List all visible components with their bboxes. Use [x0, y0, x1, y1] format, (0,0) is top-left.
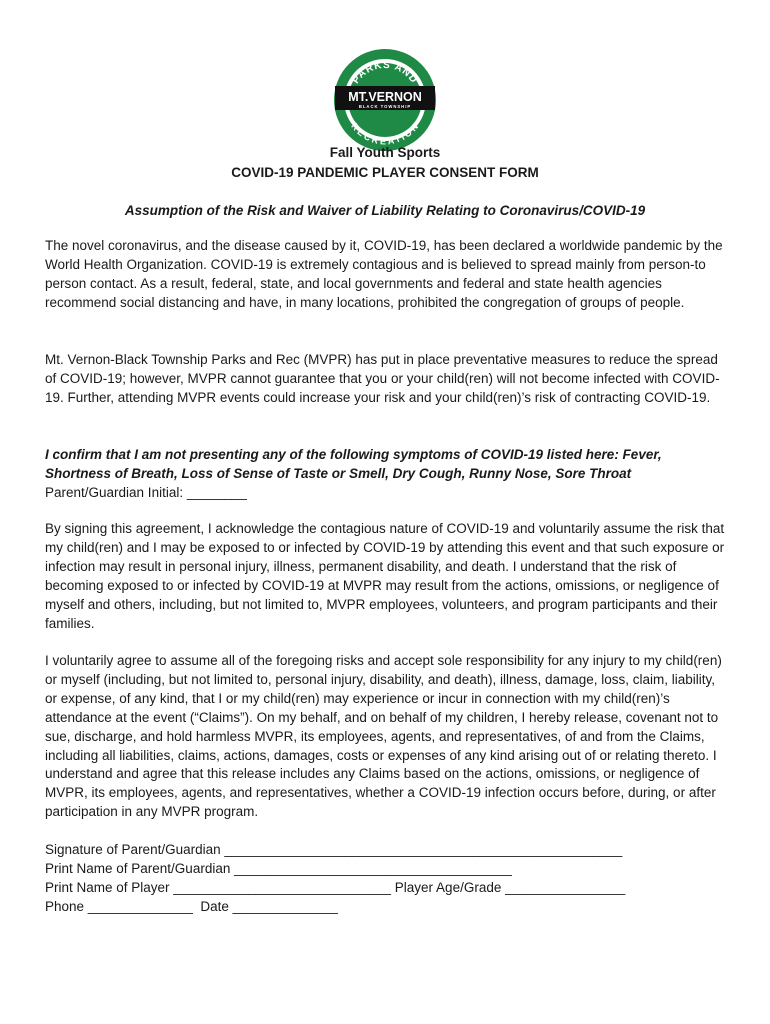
player-name-age-field[interactable]: Print Name of Player _____________________________ Player Age/Grade ________________ [45, 879, 626, 895]
form-name: COVID-19 PANDEMIC PLAYER CONSENT FORM [231, 165, 539, 180]
form-title: Fall Youth Sports [329, 145, 441, 160]
form-subtitle: Assumption of the Risk and Waiver of Liability Relating to Coronavirus/COVID-19 [124, 203, 646, 218]
paragraph-mvpr-measures: Mt. Vernon-Black Township Parks and Rec (MVPR) has put in place preventative measures to reduce the spread of COVID-19; however, MVPR cannot guarantee that you or your child(ren) will not become infected with COVID-19. Further, attending MVPR events could increase your risk and your child(ren)’s risk of contracting COVID-19. [45, 352, 720, 405]
parent-signature-field[interactable]: Signature of Parent/Guardian _____________________________________________________ [45, 842, 623, 857]
parks-and-recreation-logo [333, 48, 437, 152]
paragraph-acknowledgement: By signing this agreement, I acknowledge the contagious nature of COVID-19 and voluntarily assume the risk that my child(ren) and I may be exposed to or infected by COVID-19 by attending this event and that such exposure or infection may result in personal injury, illness, permanent disability, and death. I understand that the risk of becoming exposed to or infected by COVID-19 at MVPR may result from the actions, omissions, or negligence of myself and others, including, but not limited to, MVPR employees, volunteers, and program participants and their families. [45, 521, 725, 631]
paragraph-covid-intro: The novel coronavirus, and the disease caused by it, COVID-19, has been declared a worldwide pandemic by the World Health Organization. COVID-19 is extremely contagious and is believed to spread mainly from person-to person contact. As a result, federal, state, and local governments and federal and state health agencies recommend social distancing and have, in many locations, prohibited the congregation of groups of people. [45, 238, 723, 310]
paragraph-release: I voluntarily agree to assume all of the foregoing risks and accept sole responsibility for any injury to my child(ren) or myself (including, but not limited to, personal injury, disability, and death), illness, damage, loss, claim, liability, or expense, of any kind, that I or my child(ren) may experience or incur in connection with my child(ren)’s attendance at the event (“Claims”). On my behalf, and on behalf of my children, I hereby release, covenant not to sue, discharge, and hold harmless MVPR, its employees, agents, and representatives, of and from the Claims, including all liabilities, claims, actions, damages, costs or expenses of any kind arising out of or relating thereto. I understand and agree that this release includes any Claims based on the actions, omissions, or negligence of MVPR, its employees, agents, and representatives, whether a COVID-19 infection occurs before, during, or after participation in any MVPR program. [45, 653, 722, 820]
logo-text-middle: MT.VERNON [348, 90, 422, 104]
logo-text-subtitle: BLACK TOWNSHIP [358, 104, 412, 109]
symptom-confirmation-block [45, 446, 730, 503]
parent-print-name-field[interactable]: Print Name of Parent/Guardian _____________________________________ [45, 860, 512, 876]
logo-text-top: PARKS AND [350, 59, 420, 86]
logo-text-bottom: RECREATION [349, 121, 421, 147]
phone-date-field[interactable]: Phone ______________ Date ______________ [45, 898, 338, 914]
logo-emblem [333, 48, 437, 152]
signature-block [45, 841, 730, 917]
parent-initial-field[interactable]: Parent/Guardian Initial: ________ [45, 484, 247, 500]
symptom-confirmation-statement: I confirm that I am not presenting any of the following symptoms of COVID-19 listed here: Fever, Shortness of Breath, Loss of Sense of Taste or Smell, Dry Cough, Runny Nose, Sore Throat [45, 447, 662, 481]
